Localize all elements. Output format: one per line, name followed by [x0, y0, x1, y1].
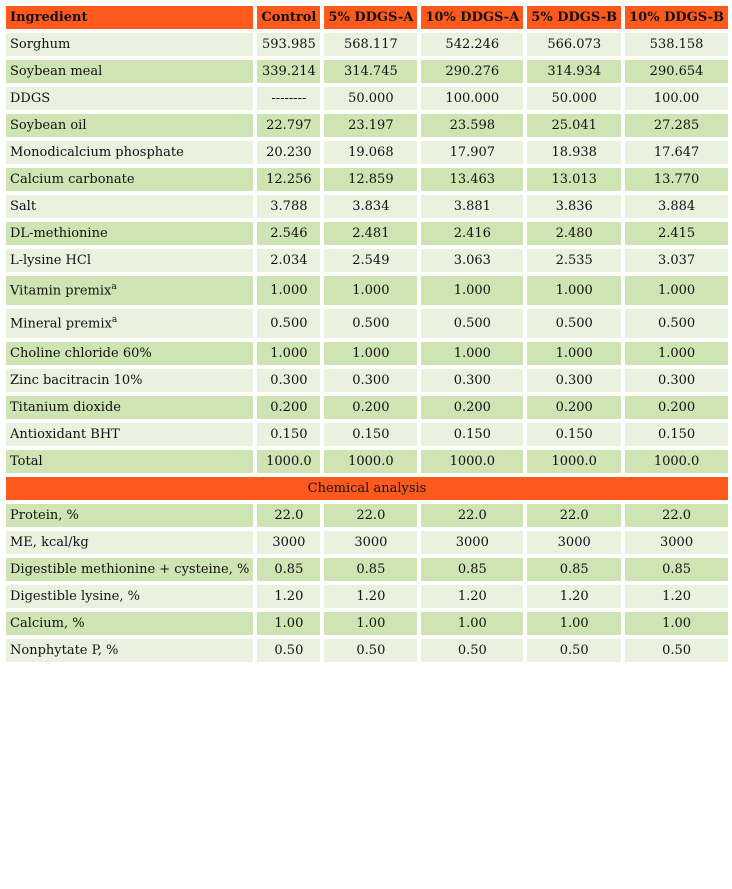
table-row: [6, 531, 728, 554]
row-label: Soybean meal: [6, 60, 253, 83]
table-cell: 568.117: [324, 33, 417, 56]
table-row: [6, 612, 728, 635]
table-cell: 0.85: [257, 558, 320, 581]
table-cell: 0.500: [421, 309, 523, 338]
table-row: [6, 114, 728, 137]
diet-composition-table: [2, 2, 732, 666]
table-row: [6, 60, 728, 83]
row-label: Protein, %: [6, 504, 253, 527]
table-cell: 2.415: [625, 222, 728, 245]
table-cell: 1.20: [625, 585, 728, 608]
table-cell: 0.50: [257, 639, 320, 662]
table-cell: 3.063: [421, 249, 523, 272]
table-cell: 0.50: [625, 639, 728, 662]
table-cell: 3.884: [625, 195, 728, 218]
table-cell: 2.480: [527, 222, 621, 245]
table-row: [6, 33, 728, 56]
table-cell: 0.85: [421, 558, 523, 581]
row-label: Soybean oil: [6, 114, 253, 137]
header-10-ddgs-a: 10% DDGS-A: [421, 6, 523, 29]
row-label: Sorghum: [6, 33, 253, 56]
table-row: [6, 309, 728, 338]
table-row: [6, 369, 728, 392]
table-cell: 0.300: [324, 369, 417, 392]
row-label: Digestible methionine + cysteine, %: [6, 558, 253, 581]
table-row: [6, 276, 728, 305]
table-cell: 1.00: [257, 612, 320, 635]
table-cell: 100.000: [421, 87, 523, 110]
row-label: Nonphytate P, %: [6, 639, 253, 662]
table-cell: 0.150: [324, 423, 417, 446]
table-cell: 13.013: [527, 168, 621, 191]
table-cell: 0.50: [324, 639, 417, 662]
table-cell: 0.500: [625, 309, 728, 338]
row-label: Digestible lysine, %: [6, 585, 253, 608]
table-cell: 2.034: [257, 249, 320, 272]
table-cell: 3000: [625, 531, 728, 554]
table-cell: 1000.0: [324, 450, 417, 473]
header-row: [6, 6, 728, 29]
table-row: [6, 87, 728, 110]
table-cell: 3.836: [527, 195, 621, 218]
table-cell: 22.0: [625, 504, 728, 527]
table-cell: 1.000: [625, 342, 728, 365]
table-cell: 314.745: [324, 60, 417, 83]
table-cell: 3000: [527, 531, 621, 554]
table-cell: 0.150: [625, 423, 728, 446]
table-cell: 0.85: [625, 558, 728, 581]
table-cell: 0.85: [527, 558, 621, 581]
table-cell: 0.300: [421, 369, 523, 392]
table-cell: 1000.0: [527, 450, 621, 473]
table-cell: 22.0: [257, 504, 320, 527]
table-cell: 0.200: [324, 396, 417, 419]
table-cell: 1.00: [324, 612, 417, 635]
row-label: Antioxidant BHT: [6, 423, 253, 446]
row-label: DL-methionine: [6, 222, 253, 245]
table-cell: 1.20: [324, 585, 417, 608]
table-cell: 314.934: [527, 60, 621, 83]
table-cell: 1000.0: [257, 450, 320, 473]
table-cell: 339.214: [257, 60, 320, 83]
table-cell: 1.00: [527, 612, 621, 635]
table-row: [6, 423, 728, 446]
row-label: Total: [6, 450, 253, 473]
table-cell: 290.276: [421, 60, 523, 83]
table-row: [6, 342, 728, 365]
header-control: Control: [257, 6, 320, 29]
table-cell: 0.200: [625, 396, 728, 419]
table-cell: 538.158: [625, 33, 728, 56]
table-cell: 1.000: [257, 342, 320, 365]
table-cell: 27.285: [625, 114, 728, 137]
table-cell: 1.000: [625, 276, 728, 305]
table-cell: 2.481: [324, 222, 417, 245]
row-label: Titanium dioxide: [6, 396, 253, 419]
table-cell: 1.000: [324, 276, 417, 305]
row-label: L-lysine HCl: [6, 249, 253, 272]
table-row: [6, 249, 728, 272]
table-cell: 100.00: [625, 87, 728, 110]
table-cell: 22.0: [527, 504, 621, 527]
table-cell: 3000: [324, 531, 417, 554]
row-label: Zinc bacitracin 10%: [6, 369, 253, 392]
table-cell: 22.0: [421, 504, 523, 527]
row-label: Salt: [6, 195, 253, 218]
table-cell: 2.549: [324, 249, 417, 272]
table-row: [6, 396, 728, 419]
table-cell: 3000: [257, 531, 320, 554]
table-cell: 1.000: [421, 276, 523, 305]
table-cell: 0.500: [257, 309, 320, 338]
table-cell: 0.150: [527, 423, 621, 446]
header-5-ddgs-a: 5% DDGS-A: [324, 6, 417, 29]
table-cell: 0.500: [527, 309, 621, 338]
table-cell: 13.770: [625, 168, 728, 191]
table-cell: 17.907: [421, 141, 523, 164]
table-cell: 1.000: [324, 342, 417, 365]
table-row: [6, 222, 728, 245]
row-label: DDGS: [6, 87, 253, 110]
table-cell: 0.500: [324, 309, 417, 338]
table-cell: 3.881: [421, 195, 523, 218]
table-row: [6, 504, 728, 527]
table-cell: 0.150: [257, 423, 320, 446]
table-cell: 23.197: [324, 114, 417, 137]
table-cell: 23.598: [421, 114, 523, 137]
table-row: [6, 195, 728, 218]
table-cell: 1.00: [421, 612, 523, 635]
table-cell: 0.300: [625, 369, 728, 392]
table-cell: 1.000: [257, 276, 320, 305]
row-label: Vitamin premix$^a$: [6, 276, 253, 305]
row-label: Mineral premix$^a$: [6, 309, 253, 338]
table-row: [6, 141, 728, 164]
table-cell: --------: [257, 87, 320, 110]
table-row: [6, 450, 728, 473]
table-cell: 3000: [421, 531, 523, 554]
table-cell: 13.463: [421, 168, 523, 191]
table-cell: 0.200: [421, 396, 523, 419]
row-label: ME, kcal/kg: [6, 531, 253, 554]
header-5-ddgs-b: 5% DDGS-B: [527, 6, 621, 29]
row-label: Calcium carbonate: [6, 168, 253, 191]
table-cell: 0.50: [527, 639, 621, 662]
table-cell: 22.0: [324, 504, 417, 527]
table-cell: 1.000: [421, 342, 523, 365]
table-cell: 3.037: [625, 249, 728, 272]
table-cell: 1000.0: [421, 450, 523, 473]
table-cell: 1.20: [527, 585, 621, 608]
table-row: [6, 639, 728, 662]
table-cell: 542.246: [421, 33, 523, 56]
section-title: Chemical analysis: [6, 477, 728, 500]
table-cell: 1.000: [527, 276, 621, 305]
table-cell: 1.20: [257, 585, 320, 608]
header-ingredient: Ingredient: [6, 6, 253, 29]
table-cell: 19.068: [324, 141, 417, 164]
table-cell: 2.546: [257, 222, 320, 245]
table-cell: 2.535: [527, 249, 621, 272]
footnote-marker: a: [111, 282, 117, 293]
table-cell: 566.073: [527, 33, 621, 56]
table-cell: 0.50: [421, 639, 523, 662]
table-cell: 0.85: [324, 558, 417, 581]
table-cell: 12.859: [324, 168, 417, 191]
table-cell: 593.985: [257, 33, 320, 56]
header-10-ddgs-b: 10% DDGS-B: [625, 6, 728, 29]
table-cell: 50.000: [324, 87, 417, 110]
row-label: Choline chloride 60%: [6, 342, 253, 365]
table-cell: 2.416: [421, 222, 523, 245]
table-cell: 22.797: [257, 114, 320, 137]
table-cell: 50.000: [527, 87, 621, 110]
table-row: [6, 585, 728, 608]
table-cell: 3.788: [257, 195, 320, 218]
table-cell: 18.938: [527, 141, 621, 164]
table-cell: 20.230: [257, 141, 320, 164]
table-cell: 1000.0: [625, 450, 728, 473]
table-cell: 0.300: [527, 369, 621, 392]
table-cell: 290.654: [625, 60, 728, 83]
table-cell: 3.834: [324, 195, 417, 218]
table-row: [6, 168, 728, 191]
row-label: Monodicalcium phosphate: [6, 141, 253, 164]
table-cell: 0.200: [257, 396, 320, 419]
table-row: [6, 558, 728, 581]
row-label: Calcium, %: [6, 612, 253, 635]
table-cell: 1.00: [625, 612, 728, 635]
section-row: [6, 477, 728, 500]
table-cell: 0.300: [257, 369, 320, 392]
table-cell: 0.150: [421, 423, 523, 446]
table-cell: 1.000: [527, 342, 621, 365]
table-cell: 17.647: [625, 141, 728, 164]
table-cell: 1.20: [421, 585, 523, 608]
table-cell: 0.200: [527, 396, 621, 419]
table-cell: 25.041: [527, 114, 621, 137]
table-cell: 12.256: [257, 168, 320, 191]
footnote-marker: a: [111, 315, 118, 326]
